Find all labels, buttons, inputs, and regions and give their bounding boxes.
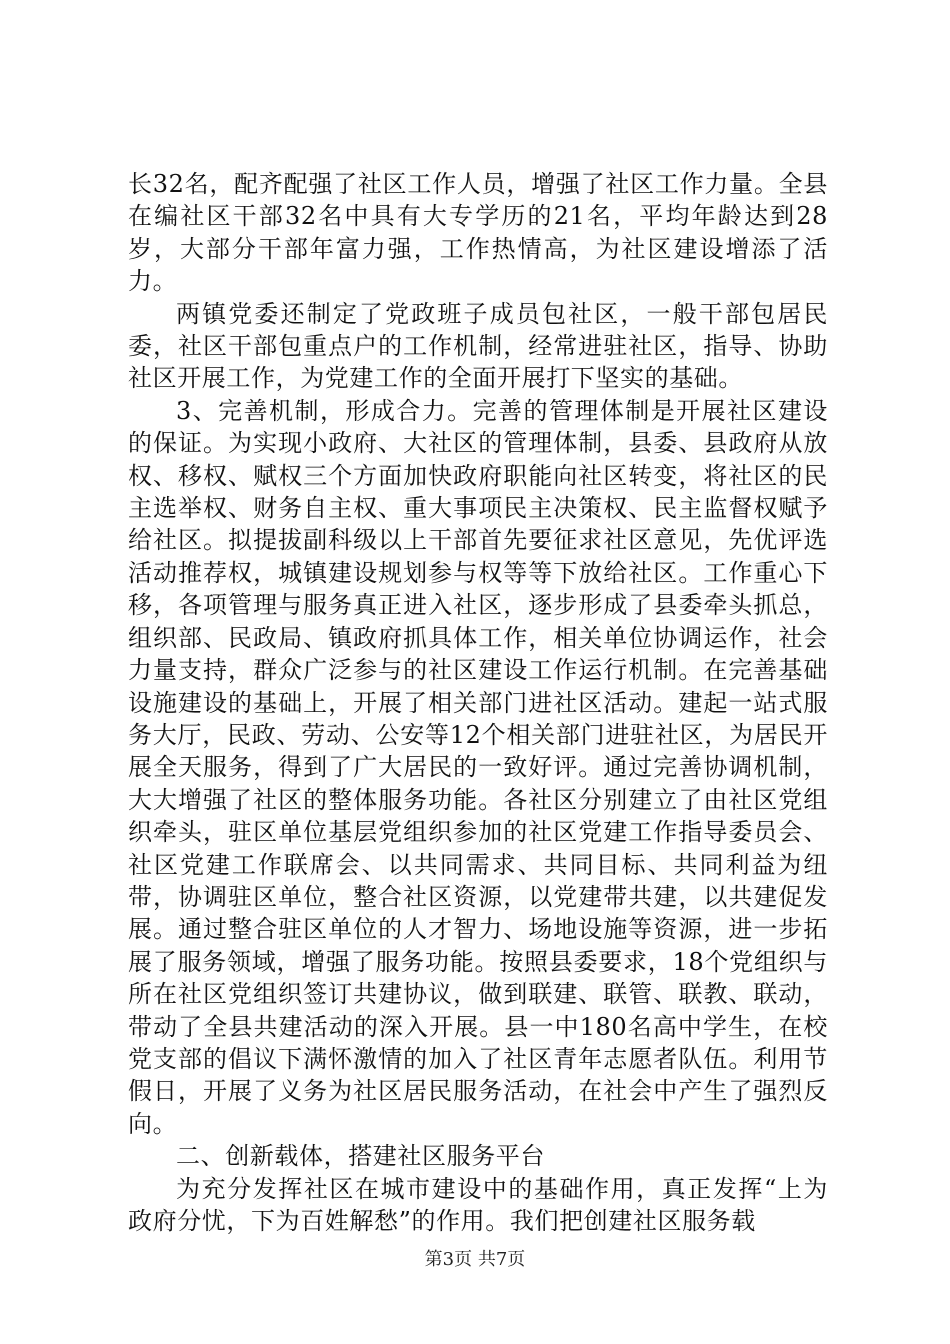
paragraph-3: 3、完善机制，形成合力。完善的管理体制是开展社区建设的保证。为实现小政府、大社区的管理体制，县委、县政府从放权、移权、赋权三个方面加快政府职能向社区转变，将社区的民主选举权、财务自主权、重大事项民主决策权、民主监督权赋予给社区。拟提拔副科级以上干部首先要征求社区意见，先优评选活动推荐权，城镇建设规划参与权等等下放给社区。工作重心下移，各项管理与服务真正进入社区，逐步形成了县委牵头抓总，组织部、民政局、镇政府抓具体工作，相关单位协调运作，社会力量支持，群众广泛参与的社区建设工作运行机制。在完善基础设施建设的基础上，开展了相关部门进社区活动。建起一站式服务大厅，民政、劳动、公安等12个相关部门进驻社区，为居民开展全天服务，得到了广大居民的一致好评。通过完善协调机制，大大增强了社区的整体服务功能。各社区分别建立了由社区党组织牵头，驻区单位基层党组织参加的社区党建工作指导委员会、社区党建工作联席会、以共同需求、共同目标、共同利益为纽带，协调驻区单位，整合社区资源，以党建带共建，以共建促发展。通过整合驻区单位的人才智力、场地设施等资源，进一步拓展了服务领域，增强了服务功能。按照县委要求，18个党组织与所在社区党组织签订共建协议，做到联建、联管、联教、联动，带动了全县共建活动的深入开展。县一中180名高中学生，在校党支部的倡议下满怀激情的加入了社区青年志愿者队伍。利用节假日，开展了义务为社区居民服务活动，在社会中产生了强烈反向。 xyxy=(128,396,828,1138)
page-number-footer: 第3页 共7页 xyxy=(424,1249,526,1270)
paragraph-2: 两镇党委还制定了党政班子成员包社区，一般干部包居民委，社区干部包重点户的工作机制，经常进驻社区，指导、协助社区开展工作，为党建工作的全面开展打下坚实的基础。 xyxy=(128,299,828,393)
section-heading: 二、创新载体，搭建社区服务平台 xyxy=(176,1142,545,1171)
document-body xyxy=(128,168,828,1237)
paragraph-4: 为充分发挥社区在城市建设中的基础作用，真正发挥“上为政府分忧，下为百姓解愁”的作用。我们把创建社区服务载 xyxy=(128,1174,828,1235)
paragraph-1: 长32名，配齐配强了社区工作人员，增强了社区工作力量。全县在编社区干部32名中具有大专学历的21名，平均年龄达到28岁，大部分干部年富力强，工作热情高，为社区建设增添了活力。 xyxy=(128,170,828,296)
